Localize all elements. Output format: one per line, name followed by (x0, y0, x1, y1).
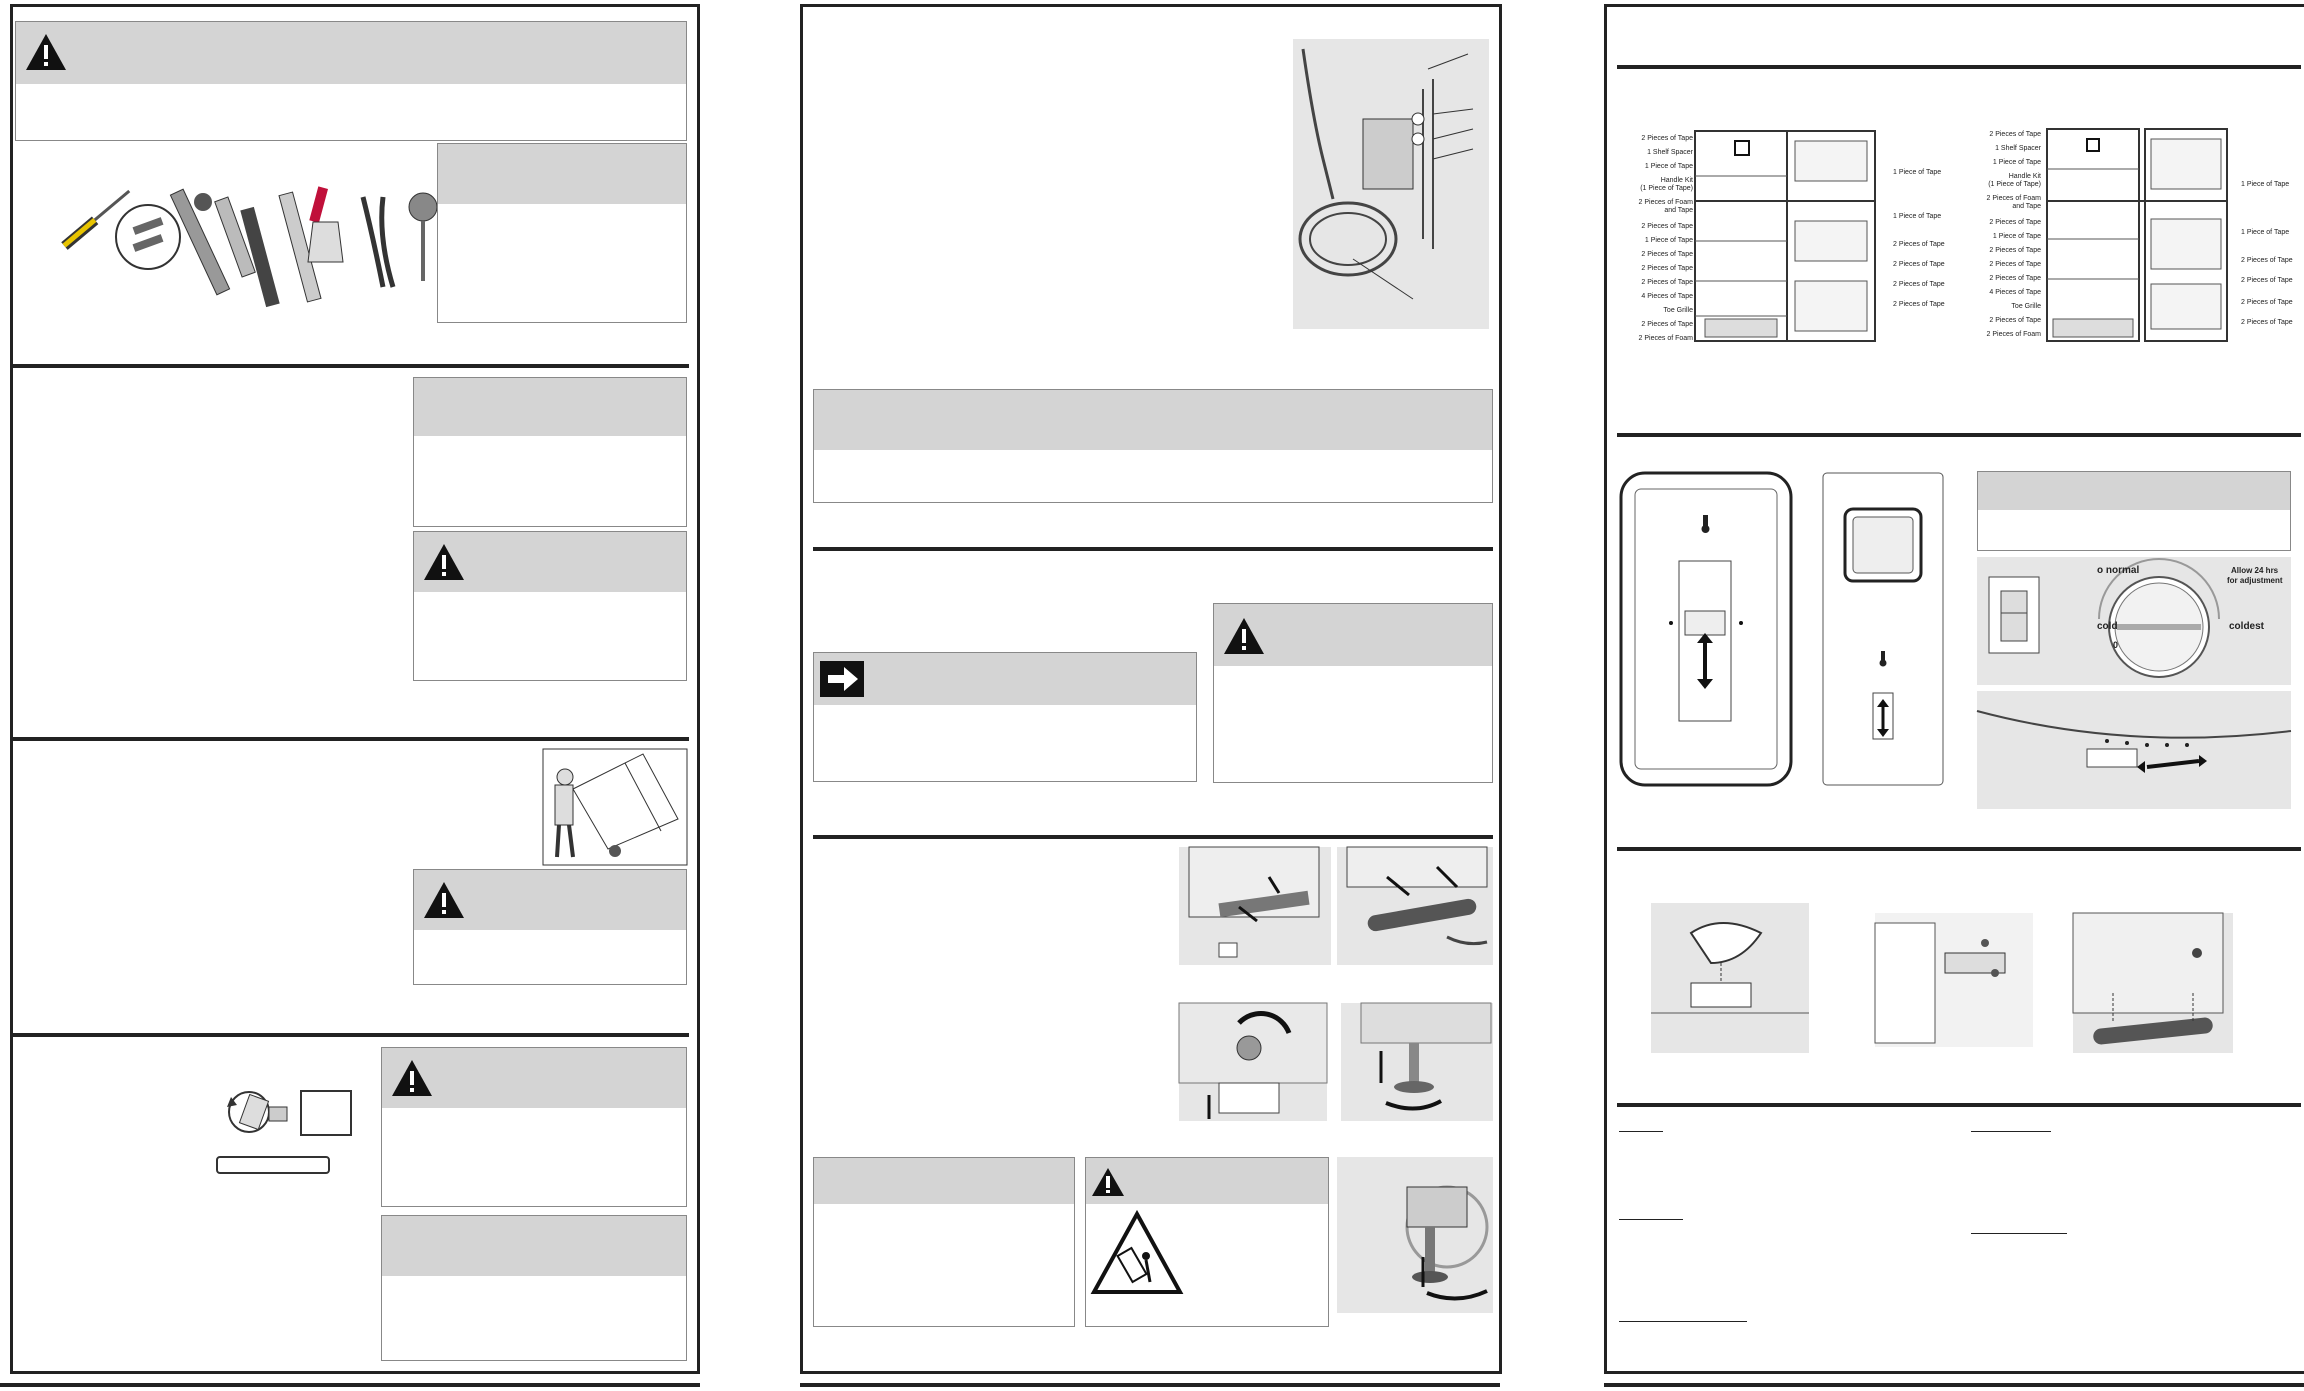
section-rule (13, 1033, 689, 1037)
refrigerator-diagram-right (2047, 129, 2227, 341)
warning-box-tip (1085, 1157, 1329, 1327)
footer-rule-left (0, 1383, 700, 1387)
subhead-underline (1619, 1321, 1747, 1322)
section-rule (1617, 433, 2301, 437)
valve-illustration (209, 1077, 359, 1167)
section-rule (1617, 847, 2301, 851)
right-page (1604, 4, 2304, 1374)
dial-normal-label: o normal (2097, 565, 2140, 576)
label: 1 Piece of Tape (1992, 233, 2041, 240)
label: 4 Pieces of Tape (1989, 289, 2041, 296)
note-box-controls (1977, 471, 2291, 551)
label: 2 Pieces of Tape (1893, 301, 1945, 308)
label: and Tape (2012, 203, 2041, 210)
refrigerator-diagram-left (1695, 131, 1875, 341)
label: 1 Piece of Tape (1644, 237, 1693, 244)
important-box (813, 652, 1197, 782)
label: 1 Piece of Tape (1893, 213, 1942, 220)
label: 2 Pieces of Tape (1641, 223, 1693, 230)
dial-allow-label: Allow 24 hrs (2231, 566, 2279, 575)
water-line-illustration (1293, 39, 1489, 329)
label: Handle Kit (2008, 173, 2041, 180)
toe-grille-install-illustration (2073, 913, 2233, 1053)
warning-box-4 (381, 1047, 687, 1207)
anti-tip-illustration (1337, 1157, 1493, 1313)
tipping-hazard-icon (1092, 1212, 1182, 1296)
warning-box-2 (413, 531, 687, 681)
warning-icon (422, 542, 466, 582)
label: 1 Piece of Tape (1992, 159, 2041, 166)
label: Toe Grille (1663, 307, 1693, 314)
label: 1 Piece of Tape (2241, 181, 2290, 188)
warning-icon (1090, 1166, 1126, 1198)
section-rule (813, 547, 1493, 551)
label: 2 Pieces of Tape (1641, 321, 1693, 328)
section-rule (13, 737, 689, 741)
note-box-water (813, 389, 1493, 503)
label: 2 Pieces of Tape (2241, 299, 2293, 306)
tools-illustration (43, 177, 463, 317)
hinge-illustration (1875, 913, 2033, 1047)
warning-icon (422, 880, 466, 920)
label: 2 Pieces of Tape (1989, 317, 2041, 324)
label: and Tape (1664, 207, 1693, 214)
subhead-underline (1619, 1219, 1683, 1220)
section-rule (813, 835, 1493, 839)
subhead-underline (1971, 1131, 2051, 1132)
subhead-underline (1619, 1131, 1663, 1132)
label: 1 Shelf Spacer (1647, 149, 1693, 156)
slider-illustration (1977, 691, 2291, 809)
toe-grille-illustration-1 (1179, 847, 1331, 965)
temperature-dial-illustration (1977, 557, 2291, 685)
label: 1 Shelf Spacer (1995, 145, 2041, 152)
section-rule (13, 364, 689, 368)
label: Toe Grille (2011, 303, 2041, 310)
warning-box-3 (413, 869, 687, 985)
footer-rule-middle (800, 1383, 1500, 1387)
section-rule (1617, 1103, 2301, 1107)
label: 2 Pieces of Tape (2241, 257, 2293, 264)
note-box-bottom (813, 1157, 1075, 1327)
label: 2 Pieces of Foam (1986, 331, 2041, 338)
label: 2 Pieces of Tape (1641, 135, 1693, 142)
label: 4 Pieces of Tape (1641, 293, 1693, 300)
leveling-leg-illustration-1 (1179, 1003, 1327, 1121)
label: 2 Pieces of Tape (1893, 261, 1945, 268)
warning-box-top (15, 21, 687, 141)
warning-icon (24, 32, 68, 72)
label: 2 Pieces of Tape (1989, 247, 2041, 254)
section-rule (1617, 65, 2301, 69)
label: (1 Piece of Tape) (1640, 185, 1693, 192)
label: (1 Piece of Tape) (1988, 181, 2041, 188)
note-box-4 (381, 1215, 687, 1361)
control-panel-diagram-2 (1821, 471, 1945, 787)
dolly-illustration (543, 749, 687, 865)
control-panel-diagram-1 (1619, 471, 1793, 787)
hinge-cover-illustration (1651, 903, 1809, 1053)
footer-rule-right (1604, 1383, 2304, 1387)
label: 2 Pieces of Tape (1893, 241, 1945, 248)
left-page (10, 4, 700, 1374)
dial-zero-label: 0 (2113, 640, 2119, 650)
label: 2 Pieces of Foam (1638, 335, 1693, 342)
note-box-2 (413, 377, 687, 527)
dial-coldest-label: coldest (2229, 621, 2265, 632)
dial-cold-label: cold (2097, 621, 2118, 632)
label: 1 Piece of Tape (2241, 229, 2290, 236)
label: 2 Pieces of Tape (1893, 281, 1945, 288)
label: 2 Pieces of Foam (1986, 195, 2041, 202)
warning-icon (1222, 616, 1266, 656)
label: 2 Pieces of Foam (1638, 199, 1693, 206)
label: 2 Pieces of Tape (1641, 251, 1693, 258)
middle-page (800, 4, 1502, 1374)
label: 2 Pieces of Tape (1989, 261, 2041, 268)
label: 2 Pieces of Tape (1989, 131, 2041, 138)
note-box-tools (437, 143, 687, 323)
arrow-right-icon (820, 661, 864, 697)
label: 2 Pieces of Tape (2241, 319, 2293, 326)
label: 2 Pieces of Tape (1989, 275, 2041, 282)
toe-grille-illustration-2 (1337, 847, 1493, 965)
label: 2 Pieces of Tape (1641, 265, 1693, 272)
label: 1 Piece of Tape (1644, 163, 1693, 170)
label: 2 Pieces of Tape (1989, 219, 2041, 226)
dial-allow-label-2: for adjustment (2227, 576, 2283, 585)
leveling-leg-illustration-2 (1341, 1003, 1493, 1121)
warning-icon (390, 1058, 434, 1098)
subhead-underline (1971, 1233, 2067, 1234)
warning-box-mid (1213, 603, 1493, 783)
label: 1 Piece of Tape (1893, 169, 1942, 176)
label: Handle Kit (1660, 177, 1693, 184)
label: 2 Pieces of Tape (1641, 279, 1693, 286)
label: 2 Pieces of Tape (2241, 277, 2293, 284)
